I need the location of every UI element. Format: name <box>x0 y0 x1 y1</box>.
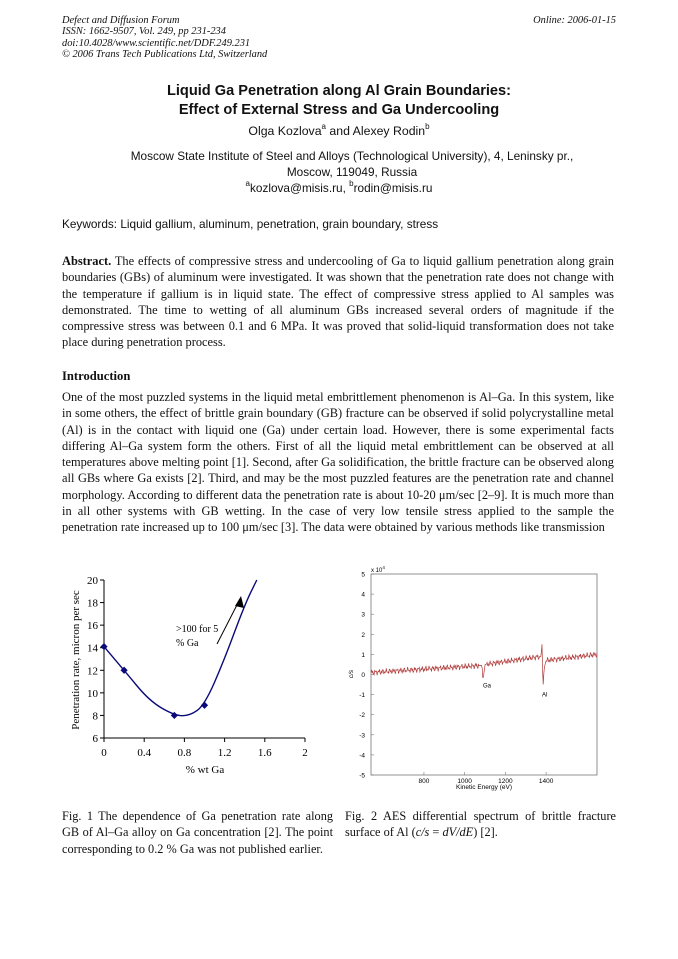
fig2-y-tick-label: 3 <box>361 611 365 619</box>
abstract-label: Abstract. <box>62 254 112 268</box>
fig2-y-tick-label: -2 <box>359 712 365 720</box>
author-1-sup: a <box>321 122 326 131</box>
fig2-caption-text1: Fig. 2 AES differential spectrum of brittle fracture surface of Al ( <box>345 809 616 840</box>
fig1-y-tick-label: 6 <box>92 733 98 745</box>
figure-1-chart <box>62 566 332 781</box>
fig1-x-tick-label: 0.8 <box>177 747 192 759</box>
fig1-x-tick-label: 1.2 <box>217 747 232 759</box>
fig1-x-tick-label: 1.6 <box>257 747 272 759</box>
fig2-ylabel: c/s <box>348 669 355 679</box>
fig2-peak-label-ga: Ga <box>482 683 491 690</box>
fig2-y-tick-label: -5 <box>359 772 365 780</box>
author-1: Olga Kozlova <box>248 124 322 138</box>
fig1-annotation-line1: >100 for 5 <box>176 624 219 635</box>
fig1-y-tick-label: 14 <box>87 642 98 655</box>
fig1-data-point <box>201 702 208 709</box>
fig2-y-tick-label: 1 <box>361 651 365 659</box>
copyright: © 2006 Trans Tech Publications Ltd, Switzerland <box>62 49 268 61</box>
fig2-peak-label-al: Al <box>542 692 548 699</box>
figure-1-caption: Fig. 1 The dependence of Ga penetration rate along GB of Al–Ga alloy on Ga concentration [2]. The point corresponding to 0.2 % Ga was not published earlier. <box>62 809 333 856</box>
fig1-arrow-head <box>235 596 244 608</box>
fig1-xlabel: % wt Ga <box>185 764 225 776</box>
online-date: Online: 2006-01-15 <box>533 15 616 26</box>
journal-header <box>62 15 267 61</box>
fig2-xlabel: Kinetic Energy (eV) <box>456 784 512 791</box>
email-a-sup: a <box>245 179 250 188</box>
issn: ISSN: 1662-9507, Vol. 249, pp 231-234 <box>62 26 226 38</box>
figure-2-spectrum <box>343 564 608 796</box>
intro-heading: Introduction <box>62 369 131 383</box>
fig1-ylabel: Penetration rate, micron per sec <box>70 590 82 730</box>
fig1-y-tick-label: 16 <box>87 620 98 633</box>
email-b-sup: b <box>349 179 354 188</box>
author-2-sup: b <box>425 122 430 131</box>
emails <box>62 181 616 195</box>
fig2-caption-dvde: dV/dE <box>442 825 474 840</box>
affiliation: Moscow State Institute of Steel and Alloys (Technological University), 4, Leninsky pr., Moscow, 119049, Russia <box>130 149 574 179</box>
abstract <box>62 253 614 351</box>
email-a[interactable]: kozlova@misis.ru, <box>249 181 350 195</box>
fig1-data-points <box>100 643 208 719</box>
fig1-x-tick-label: 0.4 <box>137 747 152 759</box>
email-b[interactable]: rodin@misis.ru <box>353 181 433 195</box>
fig2-y-tick-label: 4 <box>361 591 365 599</box>
fig1-y-tick-label: 8 <box>92 710 98 723</box>
fig1-ticks <box>87 575 308 759</box>
fig1-y-tick-label: 20 <box>87 575 98 587</box>
fig2-caption-cs: c/s <box>415 825 430 840</box>
figure-2-caption <box>345 808 616 841</box>
author-2: Alexey Rodin <box>352 124 426 138</box>
fig1-x-tick-label: 2 <box>302 747 308 759</box>
fig1-y-tick-label: 18 <box>87 597 98 610</box>
fig2-y-tick-label: -3 <box>359 732 365 740</box>
fig2-y-tick-label: -1 <box>359 692 365 700</box>
fig2-y-tick-label: 2 <box>361 631 365 639</box>
fig1-annotation-line2: % Ga <box>176 638 199 649</box>
intro-text: One of the most puzzled systems in the liquid metal embrittlement phenomenon is Al–Ga. In this system, like in some others, the effect of brittle grain boundary (GB) fracture can be observed if solid polycrystalline metal (Al) is in the contact with liquid one (Ga) under certain load. However, there is some experimental facts differing Al–Ga system form the others. First of all the liquid metal embrittlement can be observed at all temperatures above melting point [1]. Second, after Ga solidification, the brittle fracture can be observed along all GBs where Ga exists [2]. Third, and may be the most puzzled features are the penetration rate and channel morphology. According to different data the penetration rate is about 10-20 μm/sec [2–9]. It is much more than in all other systems with GB wetting. In the case of very low tensile stress applied to the sample the penetration rate increased up to 100 μm/sec [3]. The data were obtained by various methods like transmission <box>62 390 614 535</box>
fig2-x-tick-label: 1200 <box>498 778 513 785</box>
fig2-x-tick-label: 1400 <box>538 778 554 785</box>
authors <box>62 124 616 138</box>
fig2-y-tick-label: 5 <box>361 571 365 579</box>
fig2-caption-eq: = <box>429 825 443 840</box>
fig1-y-tick-label: 10 <box>87 687 98 700</box>
authors-and: and <box>326 124 353 138</box>
title-line-2: Effect of External Stress and Ga Undercooling <box>178 102 500 118</box>
fig1-x-tick-label: 0 <box>101 747 107 759</box>
fig1-y-tick-label: 12 <box>87 665 98 678</box>
fig2-y-multiplier: x $10^4$ <box>371 565 385 574</box>
title-line-1: Liquid Ga Penetration along Al Grain Boundaries: <box>166 83 512 99</box>
fig2-caption-text2: ) [2]. <box>473 825 498 840</box>
fig1-axes <box>104 580 305 738</box>
paper-title <box>62 82 616 120</box>
doi: doi:10.4028/www.scientific.net/DDF.249.231 <box>62 37 251 49</box>
fig2-y-tick-label: -4 <box>359 752 365 760</box>
keywords: Keywords: Liquid gallium, aluminum, penetration, grain boundary, stress <box>62 217 439 231</box>
fig2-ticks <box>359 572 553 786</box>
fig2-x-tick-label: 1000 <box>457 778 472 785</box>
journal-name: Defect and Diffusion Forum <box>62 15 180 26</box>
abstract-text: The effects of compressive stress and undercooling of Ga to liquid gallium penetration along grain boundaries (GBs) of aluminum were investigated. It was shown that the penetration rate does not change with the temperature if gallium is in liquid state. The effect of compressive stress applied to Al samples was demonstrated. The time to wetting of all aluminum GBs increased several orders of magnitude if the compressive stress was between 0.1 and 6 MPa. It was proved that solid-liquid transformation does not take place during penetration process. <box>62 254 614 350</box>
fig2-x-tick-label: 800 <box>418 778 430 785</box>
fig2-y-tick-label: 0 <box>361 672 365 679</box>
fig2-spectrum-line <box>371 644 597 684</box>
